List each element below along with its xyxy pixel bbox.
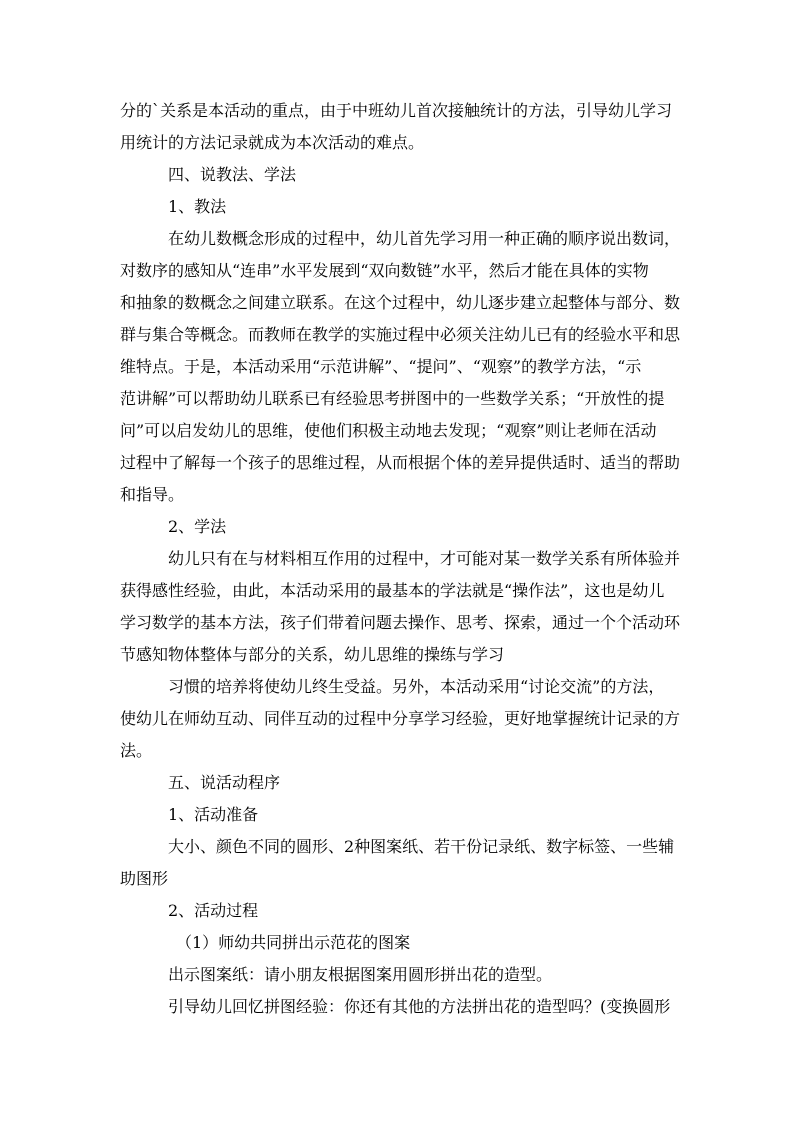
paragraph-line: 对数序的感知从“连串”水平发展到“双向数链”水平，然后才能在具体的实物 bbox=[120, 261, 649, 280]
subsection-heading: 1、活动准备 bbox=[168, 805, 259, 824]
paragraph-line: 群与集合等概念。而教师在教学的实施过程中必须关注幼儿已有的经验水平和思 bbox=[120, 325, 680, 344]
paragraph-line: 大小、颜色不同的圆形、2种图案纸、若干份记录纸、数字标签、一些辅 bbox=[168, 837, 675, 856]
section-heading: 四、说教法、学法 bbox=[168, 165, 297, 184]
paragraph-line: 学习数学的基本方法，孩子们带着问题去操作、思考、探索，通过一个个活动环 bbox=[120, 613, 680, 632]
paragraph-line: 过程中了解每一个孩子的思维过程，从而根据个体的差异提供适时、适当的帮助 bbox=[120, 453, 680, 472]
paragraph-line: 范讲解”可以帮助幼儿联系已有经验思考拼图中的一些数学关系；“开放性的提 bbox=[120, 389, 665, 408]
subsection-heading: 1、教法 bbox=[168, 197, 227, 216]
paragraph-line: 出示图案纸：请小朋友根据图案用圆形拼出花的造型。 bbox=[168, 965, 553, 984]
paragraph-line: 法。 bbox=[120, 741, 153, 760]
paragraph-line: 获得感性经验，由此，本活动采用的最基本的学法就是“操作法”，这也是幼儿 bbox=[120, 581, 665, 600]
paragraph-line: 使幼儿在师幼互动、同伴互动的过程中分享学习经验，更好地掌握统计记录的方 bbox=[120, 709, 680, 728]
paragraph-line: 维特点。于是，本活动采用“示范讲解”、“提问”、“观察”的教学方法，“示 bbox=[120, 357, 642, 376]
paragraph-line: 习惯的培养将使幼儿终生受益。另外，本活动采用“讨论交流”的方法， bbox=[168, 677, 665, 696]
paragraph-line: 幼儿只有在与材料相互作用的过程中，才可能对某一数学关系有所体验并 bbox=[168, 549, 680, 568]
paragraph-line: 引导幼儿回忆拼图经验：你还有其他的方法拼出花的造型吗？(变换圆形 bbox=[168, 997, 671, 1016]
paragraph-line: 分的`关系是本活动的重点，由于中班幼儿首次接触统计的方法，引导幼儿学习 bbox=[120, 101, 673, 120]
paragraph-line: 和抽象的数概念之间建立联系。在这个过程中，幼儿逐步建立起整体与部分、数 bbox=[120, 293, 680, 312]
step-heading: （1）师幼共同拼出示范花的图案 bbox=[176, 933, 411, 952]
paragraph-line: 和指导。 bbox=[120, 485, 185, 504]
subsection-heading: 2、活动过程 bbox=[168, 901, 259, 920]
paragraph-line: 节感知物体整体与部分的关系，幼儿思维的操练与学习 bbox=[120, 645, 505, 664]
paragraph-line: 问”可以启发幼儿的思维，使他们积极主动地去发现；“观察”则让老师在活动 bbox=[120, 421, 657, 440]
paragraph-line: 在幼儿数概念形成的过程中，幼儿首先学习用一种正确的顺序说出数词， bbox=[168, 229, 680, 248]
section-heading: 五、说活动程序 bbox=[168, 773, 281, 792]
paragraph-line: 用统计的方法记录就成为本次活动的难点。 bbox=[120, 133, 425, 152]
paragraph-line: 助图形 bbox=[120, 869, 169, 888]
subsection-heading: 2、学法 bbox=[168, 517, 227, 536]
